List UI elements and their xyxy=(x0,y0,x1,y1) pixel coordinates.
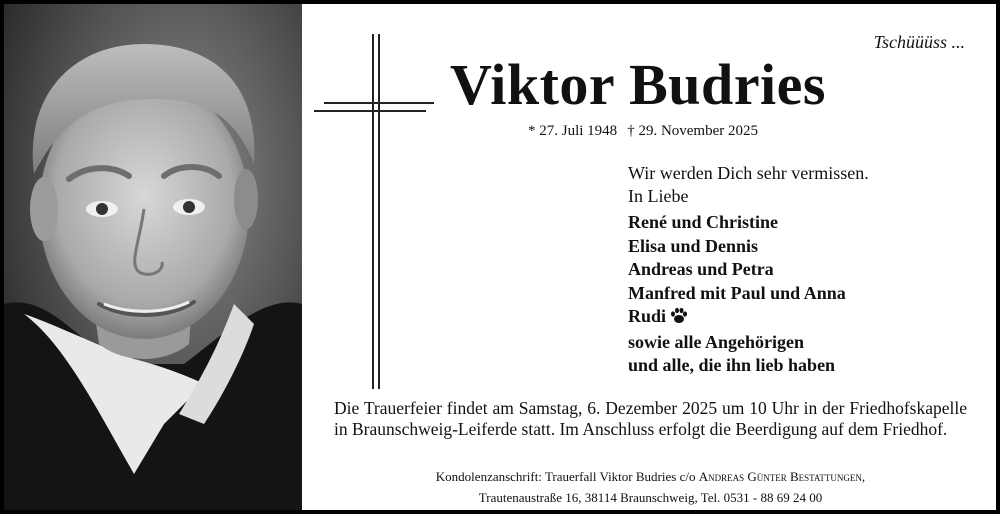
mourners-list xyxy=(628,211,846,378)
farewell-tagline: Tschüüüss ... xyxy=(873,32,965,52)
condolence-address-line: Trautenaustraße 16, 38114 Braunschweig, Tel. 0531 - 88 69 24 00 xyxy=(478,490,823,505)
portrait-photo xyxy=(4,4,302,510)
obituary-card xyxy=(4,4,996,510)
mourner-item: Andreas und Petra xyxy=(628,259,774,279)
mourner-item-rudi xyxy=(628,305,846,331)
condolence-line xyxy=(334,466,967,487)
message-line: In Liebe xyxy=(628,186,689,206)
deceased-name: Viktor Budries xyxy=(450,52,826,117)
mourner-item: René und Christine xyxy=(628,212,779,232)
life-dates xyxy=(528,123,768,140)
message-line: Wir werden Dich sehr vermissen. xyxy=(628,163,869,183)
mourner-item: und alle, die ihn lieb haben xyxy=(628,355,836,375)
death-date: † 29. November 2025 xyxy=(627,123,758,139)
mourner-item: sowie alle Angehörigen xyxy=(628,331,804,352)
mourner-item: Manfred mit Paul und Anna xyxy=(628,282,846,303)
birth-date: * 27. Juli 1948 xyxy=(528,123,618,139)
condolence-prefix: Kondolenzanschrift: Trauerfall Viktor Budries c/o xyxy=(435,469,696,484)
condolence-address xyxy=(334,466,967,508)
ceremony-info: Die Trauerfeier findet am Samstag, 6. Dezember 2025 um 10 Uhr in der Friedhofskapelle in Braunschweig-Leiferde statt. Im Anschluss erfolgt die Beerdigung auf dem Friedhof. xyxy=(334,398,967,439)
mourner-item: Rudi xyxy=(628,306,667,326)
paw-icon xyxy=(670,307,688,331)
mourner-item: Elisa und Dennis xyxy=(628,235,759,256)
funeral-home-name: Andreas Günter Bestattungen, xyxy=(698,469,866,484)
farewell-message xyxy=(628,162,869,208)
